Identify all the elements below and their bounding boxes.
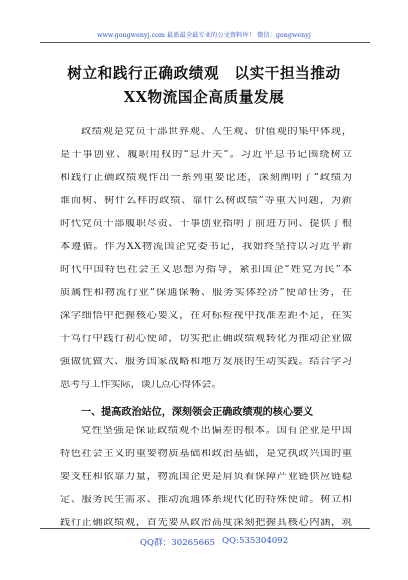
text-line: 质属性和物流行业“保通保畅、服务实体经济”使命任务，在 xyxy=(60,288,352,298)
text-line: 思考与工作实际，谈几点心得体会。 xyxy=(60,380,222,390)
text-line: 特色社会主义的重要物质基础和政治基础，是党执政兴国的重 xyxy=(60,449,352,459)
text-line: 定、服务民生需求、推动流通体系现代化的特殊使命。树立和 xyxy=(60,495,352,505)
text-line: 践行正确政绩观，首先要从政治高度深刻把握其核心内涵，筑 xyxy=(60,518,352,528)
text-line: 本遵循。作为XX物流国企党委书记，我始终坚持以习近平新 xyxy=(60,242,352,252)
text-line: 深学细悟中把握核心要义，在对标检视中找准差距不足，在实 xyxy=(60,311,352,321)
document-title-line-1: 树立和践行正确政绩观 以实干担当推动 xyxy=(67,65,341,82)
header-divider xyxy=(40,42,370,43)
text-line: 时代中国特色社会主义思想为指导，紧扣国企“姓党为民”本 xyxy=(60,265,352,275)
text-line: 和践行正确政绩观作出一系列重要论述，深刻阐明了“政绩为 xyxy=(60,173,352,183)
text-line: 干笃行中践行初心使命，切实把正确政绩观转化为推动企业做 xyxy=(60,334,352,344)
text-line: 要支柱和依靠力量，物流国企更是肩负着保障产业链供应链稳 xyxy=(60,472,352,482)
section-heading-1: 一、提高政治站位，深刻领会正确政绩观的核心要义 xyxy=(81,407,314,418)
text-line: 是干事创业、履职用权的“总开关”。习近平总书记围绕树立 xyxy=(60,150,352,160)
text-line: 政绩观是党员干部世界观、人生观、价值观的集中体现， xyxy=(81,127,352,137)
text-line: 时代党员干部履职尽责、干事创业指明了前进方向、提供了根 xyxy=(60,219,352,229)
text-line: 党性坚强是保证政绩观不出偏差的根本。国有企业是中国 xyxy=(81,426,352,436)
footer-qq-group: QQ群：30265665 xyxy=(140,538,216,548)
footer-qq: QQ:535304092 xyxy=(222,536,289,546)
text-line: 强做优做大、服务国家战略和地方发展的生动实践。结合学习 xyxy=(60,357,352,367)
footer-divider xyxy=(40,528,370,529)
document-title-line-2: XX物流国企高质量发展 xyxy=(123,89,285,106)
header-text: www.gongwenyj.com 最新最全最专业的公文资料库！ 微信：gongwenyj xyxy=(97,32,311,39)
text-line: 谁而树、树什么样的政绩、靠什么树政绩”等重大问题，为新 xyxy=(60,196,352,206)
